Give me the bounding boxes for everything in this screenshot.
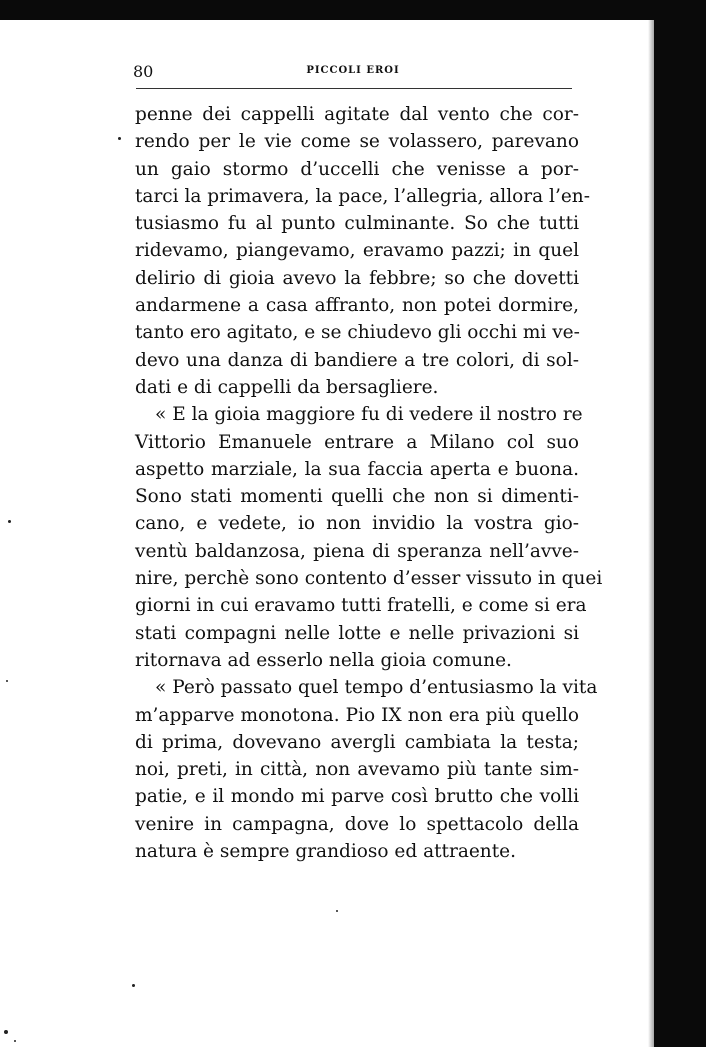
text-line: tarci la primavera, la pace, l’allegria, allora l’en-	[135, 185, 590, 207]
text-line: delirio di gioia avevo la febbre; so che dovetti	[135, 267, 579, 289]
scan-speck	[118, 137, 121, 140]
running-title: PICCOLI EROI	[306, 65, 400, 76]
scan-speck	[132, 984, 135, 987]
text-line: ritornava ad esserlo nella gioia comune.	[135, 649, 512, 671]
text-line: venire in campagna, dove lo spettacolo della	[135, 813, 579, 835]
text-line: rendo per le vie come se volassero, parevano	[135, 131, 579, 153]
text-line: ridevamo, piangevamo, eravamo pazzi; in quel	[135, 240, 579, 262]
page-number: 80	[133, 62, 154, 81]
header-rule	[136, 88, 572, 89]
text-line: dati e di cappelli da bersagliere.	[135, 376, 439, 398]
text-line: Vittorio Emanuele entrare a Milano col suo	[135, 431, 579, 453]
text-line: andarmene a casa affranto, non potei dormire,	[135, 295, 579, 317]
text-line: devo una danza di bandiere a tre colori, di sol-	[135, 349, 579, 371]
scan-speck	[336, 910, 338, 912]
text-line: penne dei cappelli agitate dal vento che cor-	[135, 104, 579, 125]
text-line: patie, e il mondo mi parve così brutto che volli	[135, 786, 579, 808]
text-line: noi, preti, in città, non avevamo più tante sim-	[135, 759, 579, 781]
text-line: « E la gioia maggiore fu di vedere il nostro re	[155, 404, 583, 426]
text-line: m’apparve monotona. Pio IX non era più quello	[135, 704, 579, 726]
page-header	[133, 62, 573, 82]
scan-speck	[14, 1040, 16, 1042]
text-line: giorni in cui eravamo tutti fratelli, e come si era	[135, 595, 587, 617]
text-line: tusiasmo fu al punto culminante. So che tutti	[135, 213, 579, 235]
text-line: nire, perchè sono contento d’esser vissuto in quei	[135, 568, 603, 590]
text-line: un gaio stormo d’uccelli che venisse a por-	[135, 158, 579, 180]
text-line: di prima, dovevano avergli cambiata la testa;	[135, 731, 579, 753]
text-line: ventù baldanzosa, piena di speranza nell’avve-	[135, 540, 579, 562]
scan-border-top	[0, 0, 706, 20]
scan-speck	[4, 1030, 8, 1034]
text-line: Sono stati momenti quelli che non si dimenti-	[135, 486, 579, 508]
scan-speck	[8, 520, 11, 523]
text-line: tanto ero agitato, e se chiudevo gli occhi mi ve-	[135, 322, 580, 344]
text-line: stati compagni nelle lotte e nelle privazioni si	[135, 622, 579, 644]
scan-border-right	[654, 0, 706, 1047]
text-line: aspetto marziale, la sua faccia aperta e buona.	[135, 458, 579, 480]
body-text	[135, 101, 603, 865]
scan-speck	[6, 680, 8, 682]
text-line: « Però passato quel tempo d’entusiasmo la vita	[155, 677, 598, 699]
text-line: cano, e vedete, io non invidio la vostra gio-	[135, 513, 579, 535]
text-line: natura è sempre grandioso ed attraente.	[135, 841, 516, 863]
